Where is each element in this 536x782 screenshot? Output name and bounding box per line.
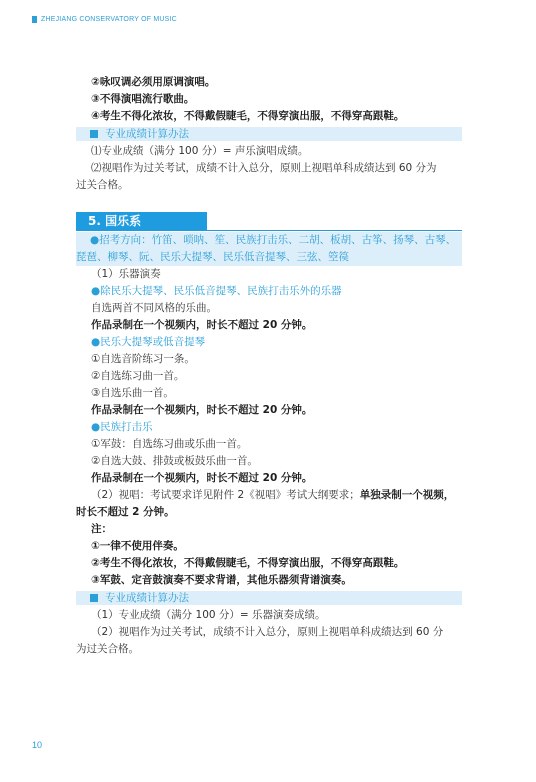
note-label: 注： bbox=[91, 523, 112, 535]
recruit-line-1: ●招考方向：竹笛、唢呐、笙、民族打击乐、二胡、板胡、古筝、扬琴、古琴、 bbox=[90, 234, 457, 246]
header-text: ZHEJIANG CONSERVATORY OF MUSIC bbox=[41, 15, 177, 23]
top-score-1: ⑴专业成绩（满分 100 分）= 声乐演唱成绩。 bbox=[91, 145, 309, 157]
top-score-2a: ⑵视唱作为过关考试，成绩不计入总分，原则上视唱单科成绩达到 60 分为 bbox=[91, 162, 437, 174]
note-3: ③军鼓、定音鼓演奏不要求背谱，其他乐器须背谱演奏。 bbox=[91, 574, 352, 586]
group1-text: 自选两首不同风格的乐曲。 bbox=[91, 302, 217, 314]
square-bullet-icon bbox=[90, 594, 98, 602]
score-heading-bottom bbox=[76, 591, 462, 605]
part2-line-2: 时长不超过 2 分钟。 bbox=[76, 506, 175, 518]
group2-heading: ●民乐大提琴或低音提琴 bbox=[91, 336, 206, 348]
score-heading-text: 专业成绩计算办法 bbox=[105, 592, 189, 604]
group1-heading: ●除民乐大提琴、民乐低音提琴、民族打击乐外的乐器 bbox=[91, 285, 342, 297]
group3-item-2: ②自选大鼓、排鼓或板鼓乐曲一首。 bbox=[91, 455, 258, 467]
page-number: 10 bbox=[32, 740, 43, 750]
group3-heading: ●民族打击乐 bbox=[91, 421, 153, 433]
part2-text: （2）视唱：考试要求详见附件 2《视唱》考试大纲要求； bbox=[91, 489, 360, 501]
bottom-score-2a: （2）视唱作为过关考试，成绩不计入总分，原则上视唱单科成绩达到 60 分 bbox=[91, 626, 444, 638]
page-header bbox=[32, 12, 177, 26]
square-bullet-icon bbox=[90, 130, 98, 138]
group1-record: 作品录制在一个视频内，时长不超过 20 分钟。 bbox=[91, 319, 313, 331]
section-title-rule bbox=[76, 230, 462, 231]
part2-bold: 单独录制一个视频， bbox=[359, 489, 455, 501]
group3-record: 作品录制在一个视频内，时长不超过 20 分钟。 bbox=[91, 472, 313, 484]
top-item-3: ④考生不得化浓妆，不得戴假睫毛，不得穿演出服，不得穿高跟鞋。 bbox=[91, 110, 405, 122]
note-1: ①一律不使用伴奏。 bbox=[91, 540, 184, 552]
recruit-line-2: 琵琶、柳琴、阮、民乐大提琴、民乐低音提琴、三弦、箜篌 bbox=[76, 251, 349, 263]
part2-line-1 bbox=[76, 487, 462, 504]
bottom-score-2b: 为过关合格。 bbox=[76, 643, 139, 655]
group3-item-1: ①军鼓：自选练习曲或乐曲一首。 bbox=[91, 438, 248, 450]
logo-mark-icon bbox=[32, 16, 37, 23]
part1-title: （1）乐器演奏 bbox=[91, 268, 161, 280]
top-score-2b: 过关合格。 bbox=[76, 179, 129, 191]
section-title-text: 5. 国乐系 bbox=[88, 214, 142, 228]
group2-item-1: ①自选音阶练习一条。 bbox=[91, 353, 195, 365]
section-title bbox=[76, 212, 462, 230]
top-item-2: ③不得演唱流行歌曲。 bbox=[91, 93, 195, 105]
group2-item-3: ③自选乐曲一首。 bbox=[91, 387, 174, 399]
score-heading-top bbox=[76, 127, 462, 141]
group2-record: 作品录制在一个视频内，时长不超过 20 分钟。 bbox=[91, 404, 313, 416]
bottom-score-1: （1）专业成绩（满分 100 分）= 乐器演奏成绩。 bbox=[91, 609, 326, 621]
page-content bbox=[76, 74, 462, 658]
score-heading-text: 专业成绩计算办法 bbox=[105, 128, 189, 140]
group2-item-2: ②自选练习曲一首。 bbox=[91, 370, 185, 382]
note-2: ②考生不得化浓妆，不得戴假睫毛，不得穿演出服，不得穿高跟鞋。 bbox=[91, 557, 405, 569]
recruit-directions bbox=[76, 232, 462, 266]
top-item-1: ②咏叹调必须用原调演唱。 bbox=[91, 76, 216, 88]
